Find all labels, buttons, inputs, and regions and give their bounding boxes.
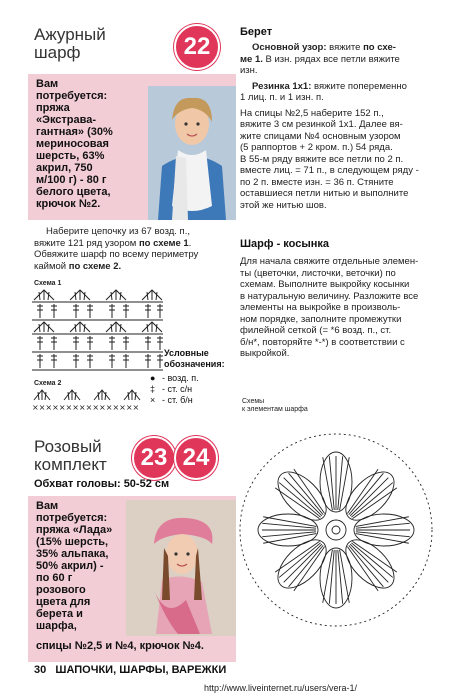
petal-stitch (279, 543, 320, 578)
beret-body-line-6: по 2 п. вместе изн. = 36 п. Стяните (240, 176, 394, 188)
scarf-line-5: ном порядке, заполните промежутки (240, 313, 402, 325)
section1-title-line1: Ажурный (34, 25, 106, 44)
materials-2-line-4: 35% альпака, (36, 548, 109, 560)
scarf-line-2: схемам. Выполните выкройку косынки (240, 279, 410, 290)
beret-body-line-1: вяжите 3 см резинкой 1х1. Далее вя- (240, 119, 403, 130)
petal-stitch (349, 473, 384, 514)
petal-stitch (262, 532, 316, 537)
legend-title-line1: Условные (164, 348, 209, 358)
schemes-caption-line2: к элементам шарфа (242, 406, 308, 413)
pattern-number-badge-22: 22 (174, 24, 220, 70)
materials-1-line-0: Вам (36, 78, 59, 90)
materials-list-1 (36, 78, 148, 210)
scarf-line-4: элементы на выкройке в произволь- (240, 302, 401, 313)
footer-title (34, 664, 226, 676)
petal-stitch (351, 483, 392, 518)
section-title: ШАПОЧКИ, ШАРФЫ, ВАРЕЖКИ (55, 664, 227, 676)
materials-2-line-10: шарфа, (36, 620, 77, 632)
materials-2-line-8: цвета для (36, 596, 91, 608)
scarf-line-1: ты (цветочки, листочки, веточки) по (240, 267, 396, 279)
section2-title-line2: комплект (34, 455, 107, 474)
section2-title (34, 438, 107, 474)
petal-stitch (350, 478, 388, 516)
girl-photo-white-scarf (148, 86, 236, 220)
materials-2-line-0: Вам (36, 500, 59, 512)
scarf-line-6: филейной сеткой (= *6 возд. п., ст. (240, 325, 392, 336)
petal-stitch (338, 550, 343, 604)
petal-stitch (279, 483, 320, 518)
single-crochet-symbol-icon: × (150, 395, 156, 405)
materials-1-line-4: гантная» (30% (36, 126, 113, 138)
petal-stitch (351, 543, 392, 578)
beret-body-line-5: вместе лиц. = 71 п., в следующем ряду - (240, 165, 419, 176)
double-crochet-symbol-icon: ‡ (150, 384, 156, 394)
page-number: 30 (34, 664, 47, 676)
materials-2-line-9: берета и (36, 608, 83, 620)
materials-2-line-6: по 60 г (36, 572, 73, 584)
petal-stitch (289, 473, 324, 514)
materials-1-line-7: акрил, 750 (36, 162, 93, 174)
legend-item-chain: ● - возд. п. (150, 373, 199, 383)
source-url[interactable]: http://www.liveinternet.ru/users/vera-1/ (204, 683, 358, 693)
scarf-line-3: в натуральную величину. Разложите все (240, 290, 419, 302)
materials-1-line-9: белого цвета, (36, 186, 111, 198)
petal-stitch (262, 523, 316, 528)
chain-symbol-icon: ● (150, 373, 156, 383)
beret-body-line-7: оставшиеся петли нитью и выполните (240, 188, 409, 199)
petal-stitch (284, 544, 322, 582)
beret-body-line-8: этой же нитью шов. (240, 199, 327, 211)
pattern-number-badge-24: 24 (174, 436, 218, 480)
materials-1-line-8: м/100 г) - 80 г (36, 174, 107, 186)
materials-1-line-3: «Экстрава- (36, 114, 97, 126)
petal-stitch (289, 545, 324, 586)
beret-body-line-4: В 55-м ряду вяжите все петли по 2 п. (240, 153, 404, 165)
scarf-instructions (240, 256, 436, 360)
petal-stitch (284, 478, 322, 516)
beret-body-line-0: На спицы №2,5 наберите 152 п., (240, 107, 384, 119)
section1-title (34, 26, 106, 62)
materials-1-line-6: шерсть, 63% (36, 150, 105, 162)
materials-2-line-2: пряжа «Лада» (36, 524, 113, 536)
crochet-scheme-1 (30, 288, 165, 376)
legend-list (150, 373, 199, 406)
petal-stitch (329, 456, 334, 510)
materials-list-2 (36, 500, 130, 632)
legend-title (164, 348, 225, 370)
head-circumference: Обхват головы: 50-52 см (34, 478, 170, 490)
legend-item-sc: × - ст. б/н (150, 395, 193, 405)
petal-stitch (356, 532, 410, 537)
crochet-scheme-2 (30, 386, 150, 412)
flower-motif-scheme (230, 412, 442, 652)
beret-heading: Берет (240, 26, 273, 38)
legend-title-line2: обозначения: (164, 359, 225, 369)
scarf-heading: Шарф - косынка (240, 238, 330, 250)
section1-instructions: Наберите цепочку из 67 возд. п., вяжите 121 ряд узором по схеме 1. Обвяжите шарф по всему периметру каймой по схеме 2. (34, 226, 199, 272)
section1-title-line2: шарф (34, 43, 81, 62)
materials-2-line-1: потребуется: (36, 512, 108, 524)
beret-body-line-3: (5 раппортов + 2 кром. п.) 54 ряда. (240, 142, 393, 153)
scarf-line-8: выкройкой. (240, 348, 290, 359)
materials-2-line-5: 50% акрил) - (36, 560, 104, 572)
materials-1-line-10: крючок №2. (36, 198, 101, 210)
schemes-caption-line1: Схемы (242, 398, 265, 405)
materials-1-line-5: мериносовая (36, 138, 109, 150)
materials-1-line-2: пряжа (36, 102, 70, 114)
scarf-line-7: б/н*, повторяйте *-*) в соответствии с (240, 336, 405, 348)
materials-2-line-3: (15% шерсть, (36, 536, 109, 548)
scheme1-label: Схема 1 (34, 280, 62, 287)
section2-title-line1: Розовый (34, 437, 102, 456)
petal-stitch (329, 550, 334, 604)
legend-item-dc: ‡ - ст. с/н (150, 384, 193, 394)
materials-2-line-7: розового (36, 584, 86, 596)
pattern-number-badge-23: 23 (132, 436, 176, 480)
scarf-line-0: Для начала свяжите отдельные элемен- (240, 256, 419, 267)
beret-body-line-2: жите спицами №4 основным узором (240, 130, 401, 142)
beret-instructions: Основной узор: вяжите по схе- ме 1. В изн. рядах все петли вяжите изн. Резинка 1х1: вяжите попеременно 1 лиц. п. и 1 изн. п. На спицы №2,5 наберите 152 п., вяжите 3 см резинкой 1х1. Далее вя- жите спицами №4 основным узором (5 раппортов + 2 кром. п.) 54 ряда. В 55-м ряду вяжите все петли по 2 п. вместе лиц. = 71 п., в следующем ряду - по 2 п. вместе изн. = 36 п. Стяните оставшиеся петли нитью и выполните этой же нитью шов. (240, 42, 434, 211)
materials-2-needles: спицы №2,5 и №4, крючок №4. (36, 640, 204, 652)
girl-photo-pink-beret (126, 500, 236, 636)
petal-stitch (350, 544, 388, 582)
petal-stitch (338, 456, 343, 510)
petal-stitch (356, 523, 410, 528)
svg-text:××××××××××××××××: ×××××××××××××××× (32, 403, 140, 412)
petal-stitch (349, 545, 384, 586)
materials-1-line-1: потребуется: (36, 90, 108, 102)
scheme2-label: Схема 2 (34, 380, 62, 387)
